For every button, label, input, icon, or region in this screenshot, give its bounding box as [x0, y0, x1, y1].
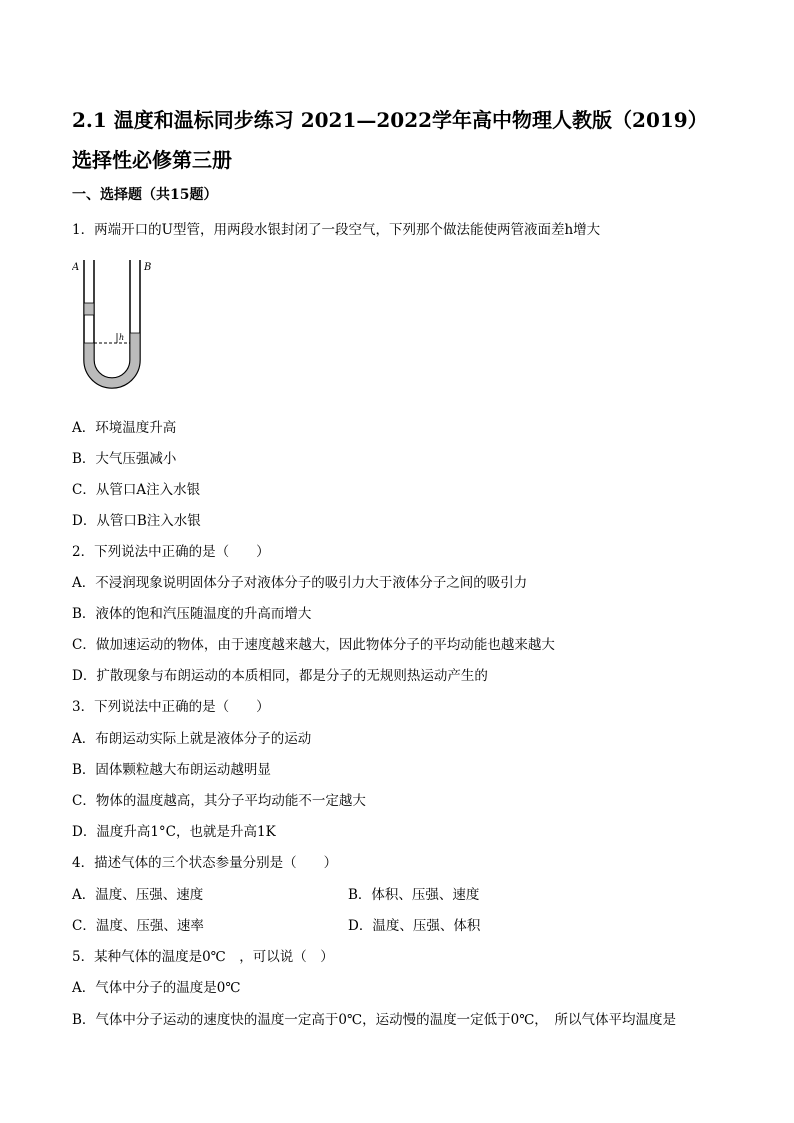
q4-option-c: C．温度、压强、速率 [72, 918, 204, 934]
section-heading: 一、选择题（共15题） [72, 187, 218, 203]
q2-option-a: A．不浸润现象说明固体分子对液体分子的吸引力大于液体分子之间的吸引力 [72, 575, 528, 591]
question-4-stem: 4．描述气体的三个状态参量分别是（ ） [72, 855, 338, 871]
q5-option-a: A．气体中分子的温度是0℃ [72, 980, 241, 996]
question-1-stem: 1．两端开口的U型管，用两段水银封闭了一段空气，下列那个做法能使两管液面差h增大 [72, 222, 601, 238]
q1-option-d: D．从管口B注入水银 [72, 513, 201, 529]
label-h: h [119, 333, 125, 342]
q1-option-a: A．环境温度升高 [72, 420, 177, 436]
q3-option-c: C．物体的温度越高，其分子平均动能不一定越大 [72, 793, 366, 809]
page-title: 2.1 温度和温标同步练习 2021—2022学年高中物理人教版（2019）选择性必修第三册 [72, 108, 708, 172]
question-2-stem: 2．下列说法中正确的是（ ） [72, 544, 270, 560]
q5-option-b: B．气体中分子运动的速度快的温度一定高于0℃，运动慢的温度一定低于0℃， 所以气体平均温度是 [72, 1012, 677, 1028]
u-tube-figure [72, 255, 172, 405]
q1-option-c: C．从管口A注入水银 [72, 482, 201, 498]
q4-option-d: D．温度、压强、体积 [348, 918, 481, 934]
q4-option-a: A．温度、压强、速度 [72, 887, 204, 903]
q4-option-b: B．体积、压强、速度 [348, 887, 480, 903]
q3-option-d: D．温度升高1°C，也就是升高1K [72, 824, 276, 840]
label-a: A [72, 262, 80, 273]
q1-option-b: B．大气压强减小 [72, 451, 177, 467]
question-5-stem: 5．某种气体的温度是0℃ ，可以说（ ） [72, 949, 334, 965]
q3-option-a: A．布朗运动实际上就是液体分子的运动 [72, 731, 312, 747]
q2-option-c: C．做加速运动的物体，由于速度越来越大，因此物体分子的平均动能也越来越大 [72, 637, 555, 653]
q3-option-b: B．固体颗粒越大布朗运动越明显 [72, 762, 271, 778]
q2-option-d: D．扩散现象与布朗运动的本质相同，都是分子的无规则热运动产生的 [72, 668, 488, 684]
label-b: B [144, 262, 152, 273]
q2-option-b: B．液体的饱和汽压随温度的升高而增大 [72, 606, 312, 622]
question-3-stem: 3．下列说法中正确的是（ ） [72, 699, 270, 715]
